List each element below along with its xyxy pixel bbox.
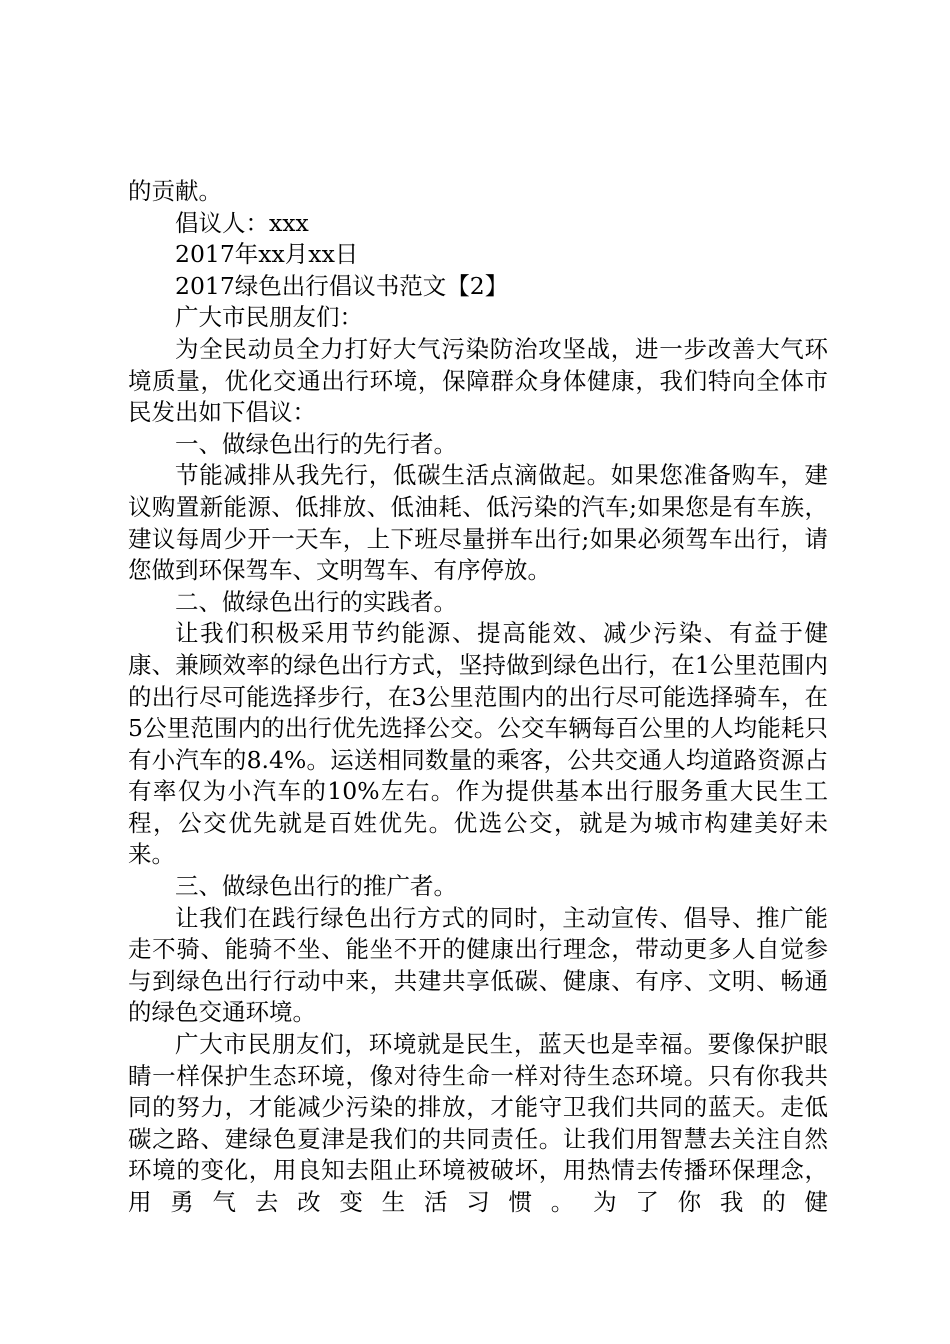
- section-heading: 一、做绿色出行的先行者。: [175, 429, 457, 458]
- paragraph: 的贡献。: [128, 177, 222, 205]
- section-title: 2017绿色出行倡议书范文【2】: [175, 271, 509, 300]
- paragraph: 让我们积极采用节约能源、提高能效、减少污染、有益于健康、兼顾效率的绿色出行方式，坚持做到绿色出行，在1公里范围内的出行尽可能选择步行，在3公里范围内的出行尽可能选择骑车，在5公里范围内的出行优先选择公交。公交车辆每百公里的人均能耗只有小汽车的8.4%。运送相同数量的乘客，公共交通人均道路资源占有率仅为小汽车的10%左右。作为提供基本出行服务重大民生工程，公交优先就是百姓优先。优选公交，就是为城市构建美好未来。: [128, 619, 828, 869]
- salutation: 广大市民朋友们：: [175, 303, 363, 332]
- paragraph: 让我们在践行绿色出行方式的同时，主动宣传、倡导、推广能走不骑、能骑不坐、能坐不开的健康出行理念，带动更多人自觉参与到绿色出行行动中来，共建共享低碳、健康、有序、文明、畅通的绿色交通环境。: [128, 903, 828, 1027]
- document-body: [128, 176, 828, 1219]
- section-heading: 三、做绿色出行的推广者。: [175, 872, 457, 901]
- section-heading: 二、做绿色出行的实践者。: [175, 587, 457, 616]
- paragraph: 广大市民朋友们，环境就是民生，蓝天也是幸福。要像保护眼睛一样保护生态环境，像对待生命一样对待生态环境。只有你我共同的努力，才能减少污染的排放，才能守卫我们共同的蓝天。走低碳之路、建绿色夏津是我们的共同责任。让我们用智慧去关注自然环境的变化，用良知去阻止环境被破坏，用热情去传播环保理念，用勇气去改变生活习惯。为了你我的健: [128, 1030, 828, 1216]
- paragraph: 倡议人：xxx: [175, 208, 309, 237]
- paragraph: 为全民动员全力打好大气污染防治攻坚战，进一步改善大气环境质量，优化交通出行环境，保障群众身体健康，我们特向全体市民发出如下倡议：: [128, 334, 828, 427]
- paragraph: 2017年xx月xx日: [175, 240, 359, 269]
- paragraph: 节能减排从我先行，低碳生活点滴做起。如果您准备购车，建议购置新能源、低排放、低油耗、低污染的汽车;如果您是有车族，建议每周少开一天车，上下班尽量拼车出行;如果必须驾车出行，请您做到环保驾车、文明驾车、有序停放。: [128, 461, 828, 585]
